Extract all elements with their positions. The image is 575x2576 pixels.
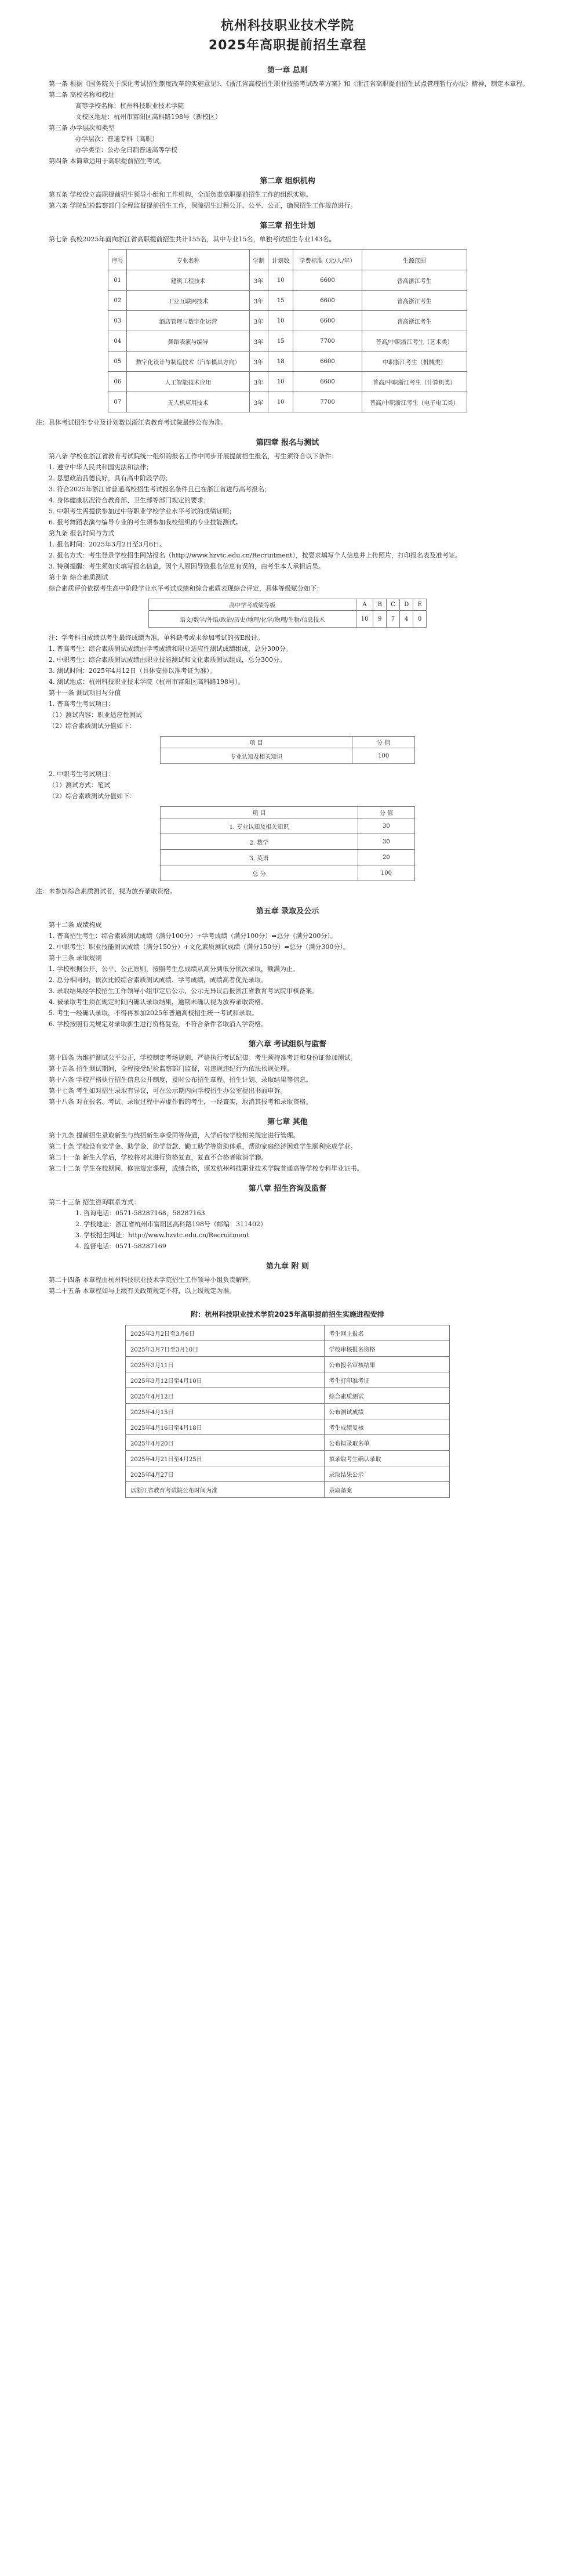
article-23: 第二十三条 招生咨询联系方式： (49, 1198, 140, 1206)
table-cell: 2025年4月27日 (126, 1466, 325, 1482)
table-cell: 2025年3月11日 (126, 1357, 325, 1372)
table-cell: 语文/数学/外语/政治/历史/地理/化学/物理/生物/信息技术 (149, 611, 356, 628)
table-cell: 录取结果公示 (324, 1466, 449, 1482)
article: 第二十五条 本章程如与上级有关政策规定不符，以上级规定为准。 (49, 1287, 236, 1295)
table-cell: 2. 数学 (161, 834, 358, 850)
article-3-line: 办学层次：普通专科（高职） (75, 135, 158, 143)
table-row (108, 352, 467, 372)
test-item-line: 1. 普高考生考试项目： (49, 700, 114, 708)
table-cell: 酒店管理与数字化运营 (127, 311, 249, 331)
table-cell: 3年 (249, 392, 268, 412)
article-2: 第二条 高校名称和校址 (49, 91, 115, 99)
chapter-2-title: 第二章 组织机构 (260, 177, 315, 186)
table-cell: 6600 (293, 311, 362, 331)
table-header-cell: B (373, 599, 387, 611)
chapter-9-title: 第九章 附 则 (265, 1262, 310, 1271)
xuekao-grade-table (148, 599, 427, 628)
condition-line: 4. 身体健康状况符合教育部、卫生部等部门规定的要求； (49, 497, 210, 504)
table-cell: 100 (352, 748, 415, 764)
registration-line: 3. 特别提醒：考生须如实填写报名信息，因个人原因导致报名信息有误的，由考生本人承担后果。 (49, 563, 325, 570)
table-header-cell: 学费标准（元/人/年） (293, 250, 362, 270)
table-cell: 以浙江省教育考试院公布时间为准 (126, 1482, 325, 1498)
article-6: 第六条 学院纪检监察部门全程监督提前招生工作，保障招生过程公开、公平、公正，确保招生工作规范进行。 (49, 202, 357, 209)
article-4: 第四条 本简章适用于高职提前招生考试。 (49, 157, 166, 165)
table-cell: 公布测试成绩 (324, 1404, 449, 1419)
contact-line: 4. 监督电话：0571-58287169 (75, 1242, 166, 1250)
table-cell: 专业认知及相关知识 (161, 748, 352, 764)
article-3-line: 办学类型：公办全日制普通高等学校 (75, 146, 177, 154)
table-cell: 无人机应用技术 (127, 392, 249, 412)
table-cell: 3年 (249, 331, 268, 352)
article-12: 第十二条 成绩构成 (49, 921, 102, 929)
table-row (161, 748, 415, 764)
article: 第十四条 为维护测试公平公正，学校制定考场规则，严格执行考试纪律。考生须持准考证和身份证参加测试。 (49, 1054, 357, 1061)
table-cell: 2025年4月21日至4月25日 (126, 1451, 325, 1466)
table-row (161, 834, 415, 850)
table-header-cell: A (356, 599, 373, 611)
chapter-5-title: 第五章 录取及公示 (256, 907, 319, 916)
article-2-line: 高等学校名称：杭州科技职业技术学院 (75, 102, 184, 110)
table-cell: 人工智能技术应用 (127, 372, 249, 392)
article: 第二十二条 学生在校期间，修完规定课程，成绩合格，颁发杭州科技职业技术学院普通高等学校专科毕业证书。 (49, 1165, 363, 1172)
article-13: 第十三条 录取规则 (49, 954, 102, 962)
article-7: 第七条 我校2025年面向浙江省高职提前招生共计155名，其中专业15名，单独考试招生专业143名。 (49, 236, 336, 243)
table-cell: 2025年3月2日至3月6日 (126, 1325, 325, 1341)
article: 第二十一条 新生入学后，学校将对其进行资格复查，复查不合格者取消学籍。 (49, 1154, 268, 1161)
admission-rule-line: 5. 考生一经确认录取，不得再参加2025年普通高校招生统一考试和录取。 (49, 1009, 258, 1017)
table-cell: 2025年3月12日至4月10日 (126, 1372, 325, 1388)
assessment-line: 2. 中职考生：综合素质测试成绩由职业技能测试和文化素质测试组成，总分300分。 (49, 656, 286, 664)
table-header-cell: 分 值 (352, 737, 415, 748)
table-header-cell: D (399, 599, 413, 611)
table-cell: 3年 (249, 270, 268, 291)
chapter-3-title: 第三章 招生计划 (260, 222, 315, 230)
table-cell: 06 (108, 372, 127, 392)
table-cell: 学校审核报名资格 (324, 1341, 449, 1357)
admission-rule-line: 3. 录取结果经学校招生工作领导小组审定后公示，公示无异议后报浙江省教育考试院审核备案。 (49, 987, 318, 995)
registration-line: 1. 报名时间：2025年3月2日至3月6日。 (49, 541, 166, 548)
table-cell: 18 (268, 352, 293, 372)
chapter-6-title: 第六章 考试组织与监督 (248, 1040, 327, 1049)
table-row (126, 1451, 450, 1466)
table-header-cell: 专业名称 (127, 250, 249, 270)
table-cell: 02 (108, 291, 127, 311)
table-cell: 公布报名审核结果 (324, 1357, 449, 1372)
table-cell: 3年 (249, 372, 268, 392)
test-item-line: （2）综合素质测试分值如下： (49, 722, 136, 730)
score-line: 2. 中职考生：职业技能测试成绩（满分150分）+文化素质测试成绩（满分150分）=总分（满分300分）。 (49, 943, 350, 951)
enrollment-plan-table (108, 249, 467, 412)
table-cell: 普高浙江考生 (362, 270, 467, 291)
assessment-line: 3. 测试时间：2025年4月12日（具体安排以准考证为准）。 (49, 667, 216, 675)
table-cell: 3. 英语 (161, 850, 358, 865)
table-cell: 工业互联网技术 (127, 291, 249, 311)
attachment-title: 附：杭州科技职业技术学院2025年高职提前招生实施进程安排 (191, 1310, 384, 1318)
table-row (108, 392, 467, 412)
table-header-cell: 生源范围 (362, 250, 467, 270)
table-cell: 3年 (249, 291, 268, 311)
table-row (108, 270, 467, 291)
assessment-line: 4. 测试地点：杭州科技职业技术学院（杭州市富阳区高科路198号）。 (49, 678, 245, 686)
article-10: 第十条 综合素质测试 (49, 574, 108, 581)
table-cell: 10 (268, 372, 293, 392)
condition-line: 2. 思想政治品德良好，具有高中阶段学历； (49, 474, 172, 482)
table-cell: 普高/中职浙江考生（计算机类） (362, 372, 467, 392)
article: 第十九条 提前招生录取新生与统招新生享受同等待遇，入学后按学校相关规定进行管理。 (49, 1132, 300, 1139)
table-row (161, 818, 415, 834)
table-cell: 普高浙江考生 (362, 291, 467, 311)
contact-line: 2. 学校地址：浙江省杭州市富阳区高科路198号（邮编：311402） (75, 1220, 267, 1228)
chapter-4-title: 第四章 报名与测试 (256, 439, 319, 447)
assessment-line: 综合素质评价依据考生高中阶段学业水平考试成绩和综合素质表现综合评定，具体等级赋分如下： (49, 585, 323, 592)
table-header-cell: C (387, 599, 400, 611)
condition-line: 6. 报考舞蹈表演与编导专业的考生须参加我校组织的专业技能测试。 (49, 519, 242, 526)
article: 第二十四条 本章程由杭州科技职业技术学院招生工作领导小组负责解释。 (49, 1276, 255, 1284)
table-row (161, 865, 415, 881)
table-cell: 2025年4月20日 (126, 1435, 325, 1451)
table-cell: 3年 (249, 352, 268, 372)
article-9: 第九条 报名时间与方式 (49, 530, 115, 537)
table-header-cell: 序号 (108, 250, 127, 270)
table-header-cell: 学制 (249, 250, 268, 270)
table-cell: 30 (358, 818, 414, 834)
table-cell: 2025年4月16日至4月18日 (126, 1419, 325, 1435)
table-cell: 30 (358, 834, 414, 850)
document-title: 2025年高职提前招生章程 (208, 38, 367, 53)
score-line: 1. 普高招生考生：综合素质测试成绩（满分100分）+学考成绩（满分100分）=总分（满分200分）。 (49, 932, 337, 940)
table-cell: 10 (268, 311, 293, 331)
table-cell: 6600 (293, 270, 362, 291)
contact-line: 1. 咨询电话：0571-58287168，58287163 (75, 1209, 205, 1217)
test-item-line: （1）测试内容：职业适应性测试 (49, 711, 142, 719)
test-item-line: （1）测试方式：笔试 (49, 781, 110, 789)
table-header-cell: 计划数 (268, 250, 293, 270)
chapter-1-title: 第一章 总则 (267, 66, 308, 75)
table-cell: 建筑工程技术 (127, 270, 249, 291)
table-cell: 10 (268, 270, 293, 291)
condition-line: 5. 中职考生需提供参加过中等职业学校学业水平考试的成绩证明； (49, 508, 235, 515)
table-row (108, 331, 467, 352)
table-cell: 2025年4月15日 (126, 1404, 325, 1419)
table-cell: 普高浙江考生 (362, 311, 467, 331)
table-header-cell: 项 目 (161, 807, 358, 818)
table-cell: 普高/中职浙江考生（艺术类） (362, 331, 467, 352)
table-header-cell: 分 值 (358, 807, 414, 818)
article: 第十六条 学校严格执行招生信息公开制度，及时公布招生章程、招生计划、录取结果等信息。 (49, 1076, 312, 1084)
table-row (149, 611, 427, 628)
table-cell: 20 (358, 850, 414, 865)
table-row (108, 311, 467, 331)
table-cell: 拟录取考生确认录取 (324, 1451, 449, 1466)
article: 第十七条 考生如对招生录取有异议，可在公示期内向学校招生办公室提出书面申诉。 (49, 1087, 287, 1095)
table-cell: 考生打印准考证 (324, 1372, 449, 1388)
contact-line: 3. 学校招生网址：http://www.hzvtc.edu.cn/Recruitment (75, 1231, 249, 1239)
score-table-vocational (160, 806, 415, 881)
score-table-general (160, 736, 415, 764)
table-row (126, 1372, 450, 1388)
test-item-line: （2）综合素质测试分值如下： (49, 792, 136, 800)
table-row (126, 1357, 450, 1372)
condition-line: 3. 符合2025年浙江省普通高校招生考试报名条件且已在浙江省进行高考报名； (49, 486, 271, 493)
schedule-table (125, 1325, 450, 1498)
table-row (126, 1435, 450, 1451)
table-cell: 2025年3月7日至3月10日 (126, 1341, 325, 1357)
table-row (126, 1341, 450, 1357)
registration-line: 2. 报名方式：考生登录学校招生网站报名（http://www.hzvtc.edu.cn/Recruitment），按要求填写个人信息并上传照片，打印报名表及准考证。 (49, 552, 461, 559)
table-cell: 100 (358, 865, 414, 881)
table-cell: 15 (268, 331, 293, 352)
table-cell: 舞蹈表演与编导 (127, 331, 249, 352)
table-header-cell: 高中学考成绩等级 (149, 599, 356, 611)
table-cell: 07 (108, 392, 127, 412)
assessment-line: 1. 普高考生：综合素质测试成绩由学考成绩和职业适应性测试成绩组成，总分300分。 (49, 645, 292, 653)
table-cell: 6600 (293, 372, 362, 392)
table-cell: 录取备案 (324, 1482, 449, 1498)
assessment-line: 注：学考科目成绩以考生最终成绩为准，单科缺考或未参加考试的按E级计。 (49, 634, 264, 642)
article-3: 第三条 办学层次和类型 (49, 124, 115, 132)
article: 第十五条 招生测试期间，全程接受纪检监察部门监督，对违规违纪行为依法依规处理。 (49, 1065, 293, 1073)
article-5: 第五条 学校设立高职提前招生领导小组和工作机构，全面负责高职提前招生工作的组织实施。 (49, 191, 312, 198)
table-cell: 普高/中职浙江考生（电子电工类） (362, 392, 467, 412)
table-cell: 15 (268, 291, 293, 311)
article-1: 第一条 根据《国务院关于深化考试招生制度改革的实施意见》、《浙江省高校招生职业技能考试改革方案》和《浙江省高职提前招生试点管理暂行办法》精神，制定本章程。 (49, 80, 529, 88)
table-row (126, 1388, 450, 1404)
table-cell: 05 (108, 352, 127, 372)
table-cell: 6600 (293, 291, 362, 311)
article: 第十八条 对在报名、考试、录取过程中弄虚作假的考生，一经查实，取消其报考和录取资格。 (49, 1098, 312, 1106)
table-cell: 3年 (249, 311, 268, 331)
table-row (126, 1482, 450, 1498)
table-row (161, 850, 415, 865)
table-cell: 10 (356, 611, 373, 628)
table-cell: 数字化设计与制造技术（汽车模具方向） (127, 352, 249, 372)
table-cell: 9 (373, 611, 387, 628)
table-cell: 7700 (293, 392, 362, 412)
article: 第二十条 学校设有奖学金、助学金、助学贷款、勤工助学等资助体系，帮助家庭经济困难学生顺利完成学业。 (49, 1143, 357, 1150)
table-cell: 中职浙江考生（机械类） (362, 352, 467, 372)
table-cell: 04 (108, 331, 127, 352)
table-row (108, 291, 467, 311)
table-cell: 2025年4月12日 (126, 1388, 325, 1404)
article-8: 第八条 学校在浙江省教育考试院统一组织的报名工作中同步开展提前招生报名，考生须符合以下条件： (49, 452, 338, 460)
table-cell: 4 (399, 611, 413, 628)
table-header-cell: 项 目 (161, 737, 352, 748)
admission-rule-line: 6. 学校按照有关规定对录取新生进行资格复查，不符合条件者取消入学资格。 (49, 1020, 267, 1028)
admission-rule-line: 4. 被录取考生须在规定时间内确认录取结果，逾期未确认视为放弃录取资格。 (49, 998, 267, 1006)
plan-note: 注：具体考试招生专业及计划数以浙江省教育考试院最终公布为准。 (36, 419, 227, 426)
table-row (126, 1325, 450, 1341)
article-2-line: 文校区地址：杭州市富阳区高科路198号（新校区） (75, 113, 221, 121)
table-cell: 公布拟录取名单 (324, 1435, 449, 1451)
table-cell: 03 (108, 311, 127, 331)
table-cell: 0 (413, 611, 427, 628)
table-cell: 1. 专业认知及相关知识 (161, 818, 358, 834)
table-cell: 10 (268, 392, 293, 412)
chapter-7-title: 第七章 其他 (267, 1118, 308, 1126)
table-cell: 综合素质测试 (324, 1388, 449, 1404)
table-row (126, 1404, 450, 1419)
test-note: 注：未参加综合素质测试者，视为放弃录取资格。 (36, 887, 176, 895)
table-row (126, 1419, 450, 1435)
table-row (108, 372, 467, 392)
admission-rule-line: 1. 学校根据公开、公平、公正原则，按照考生总成绩从高分到低分依次录取，额满为止。 (49, 965, 299, 973)
chapter-8-title: 第八章 招生咨询及监督 (248, 1184, 327, 1193)
table-cell: 7 (387, 611, 400, 628)
condition-line: 1. 遵守中华人民共和国宪法和法律； (49, 463, 152, 471)
table-cell: 总 分 (161, 865, 358, 881)
table-cell: 7700 (293, 331, 362, 352)
table-cell: 6600 (293, 352, 362, 372)
test-item-line: 2. 中职考生考试项目： (49, 770, 114, 778)
table-row (126, 1466, 450, 1482)
school-name: 杭州科技职业技术学院 (220, 19, 354, 33)
article-11: 第十一条 测试项目与分值 (49, 689, 121, 697)
admission-rule-line: 2. 总分相同时，依次比较综合素质测试成绩、学考成绩，成绩高者优先录取。 (49, 976, 267, 984)
table-cell: 考生网上报名 (324, 1325, 449, 1341)
table-cell: 01 (108, 270, 127, 291)
table-header-cell: E (413, 599, 427, 611)
table-cell: 考生成绩复核 (324, 1419, 449, 1435)
